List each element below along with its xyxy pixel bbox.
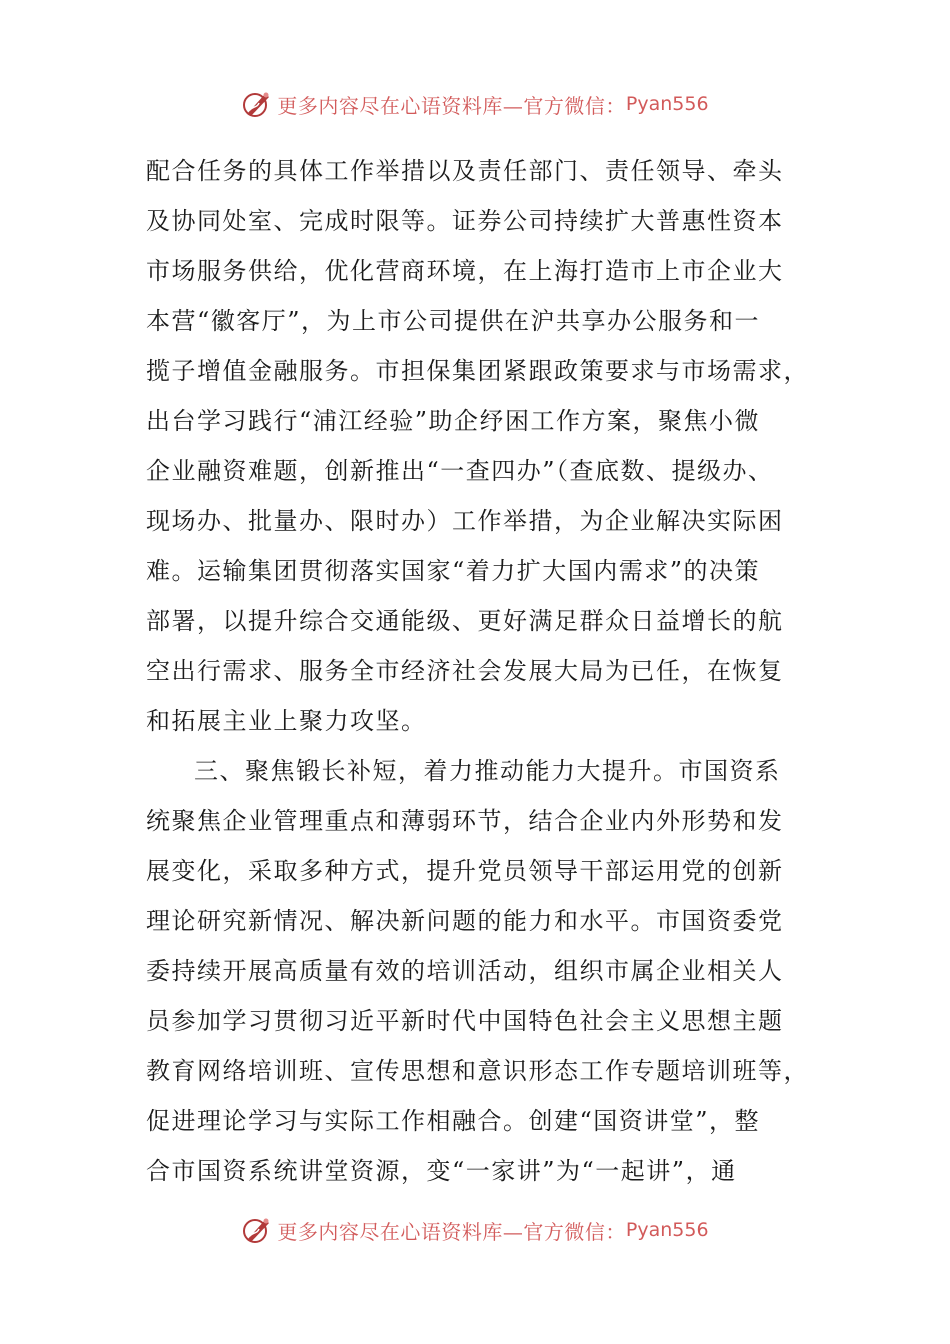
text-line: 委持续开展高质量有效的培训活动，组织市属企业相关人 [146,957,784,985]
text-line: 促进理论学习与实际工作相融合。创建“国资讲堂”，整 [146,1107,761,1135]
text-line: 统聚焦企业管理重点和薄弱环节，结合企业内外形势和发 [146,807,784,835]
text-line: 部署，以提升综合交通能级、更好满足群众日益增长的航 [146,607,784,635]
text-line: 员参加学习贯彻习近平新时代中国特色社会主义思想主题 [146,1007,784,1035]
watermark-text: 更多内容尽在心语资料库—官方微信： [277,93,626,118]
pen-circle-logo-icon [241,88,273,120]
watermark-text: 更多内容尽在心语资料库—官方微信： [277,1219,626,1244]
text-line: 本营“徽客厅”，为上市公司提供在沪共享办公服务和一 [146,307,761,335]
text-line: 现场办、批量办、限时办）工作举措，为企业解决实际困 [146,507,784,535]
text-line: 和拓展主业上聚力攻坚。 [146,707,427,735]
text-line: 配合任务的具体工作举措以及责任部门、责任领导、牵头 [146,157,784,185]
text-line: 合市国资系统讲堂资源，变“一家讲”为“一起讲”，通 [146,1157,737,1185]
section-heading-line: 三、聚焦锻长补短，着力推动能力大提升。市国资系 [194,757,781,785]
text-line: 市场服务供给，优化营商环境，在上海打造市上市企业大 [146,257,784,285]
header-watermark [0,84,950,124]
text-line: 难。运输集团贯彻落实国家“着力扩大国内需求”的决策 [146,557,761,585]
pen-circle-logo-icon [241,1214,273,1246]
wechat-id: Pyan556 [625,93,709,115]
document-body [146,146,809,1196]
text-line: 出台学习践行“浦江经验”助企纾困工作方案，聚焦小微 [146,407,761,435]
text-line: 企业融资难题，创新推出“一查四办”（查底数、提级办、 [146,457,774,485]
wechat-id: Pyan556 [625,1219,709,1241]
text-line: 教育网络培训班、宣传思想和意识形态工作专题培训班等， [146,1057,809,1085]
text-line: 空出行需求、服务全市经济社会发展大局为已任，在恢复 [146,657,784,685]
text-line: 及协同处室、完成时限等。证券公司持续扩大普惠性资本 [146,207,784,235]
text-line: 揽子增值金融服务。市担保集团紧跟政策要求与市场需求， [146,357,809,385]
text-line: 理论研究新情况、解决新问题的能力和水平。市国资委党 [146,907,784,935]
footer-watermark [0,1210,950,1250]
text-line: 展变化，采取多种方式，提升党员领导干部运用党的创新 [146,857,784,885]
